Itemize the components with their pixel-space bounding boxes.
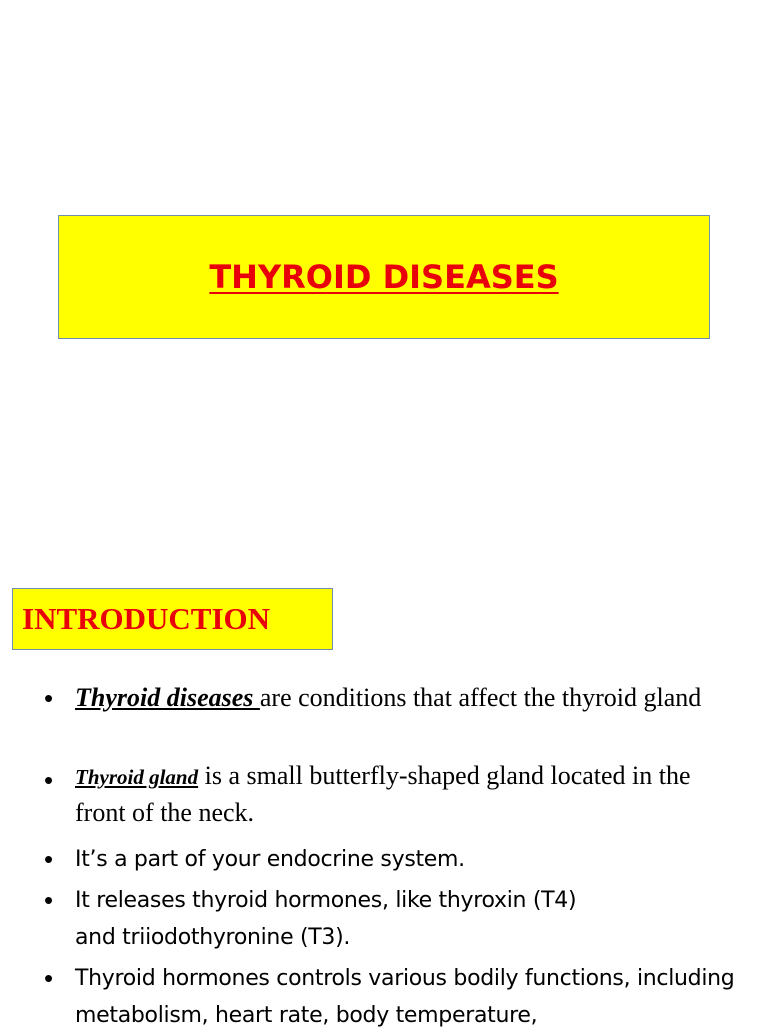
bullet-dot: •: [44, 683, 54, 713]
bullet-body: It releases thyroid hormones, like thyroxin (T4) and triiodothyronine (T3).: [75, 888, 577, 950]
bullet-text: [75, 882, 615, 956]
bullet-term: Thyroid diseases: [75, 683, 260, 712]
bullet-dot: •: [44, 765, 54, 795]
bullet-dot: •: [44, 963, 54, 993]
bullet-text: [75, 680, 730, 716]
bullet-text: [75, 841, 745, 878]
bullet-dot: •: [44, 844, 54, 874]
bullet-dot: •: [44, 885, 54, 915]
bullet-body: It’s a part of your endocrine system.: [75, 847, 465, 872]
section-heading: INTRODUCTION: [22, 601, 271, 636]
page-title: THYROID DISEASES: [209, 258, 559, 296]
bullet-body: Thyroid hormones controls various bodily functions, including metabolism, heart rate, body temperature,: [75, 966, 735, 1028]
bullet-text: [75, 960, 755, 1034]
bullet-term: Thyroid gland: [75, 765, 199, 789]
bullet-body: is a small butterfly-shaped gland located in the front of the neck.: [75, 761, 691, 827]
title-box: [58, 215, 710, 339]
bullet-body: are conditions that affect the thyroid gland: [259, 683, 702, 712]
bullet-text: [75, 758, 730, 831]
section-heading-box: [12, 588, 333, 650]
